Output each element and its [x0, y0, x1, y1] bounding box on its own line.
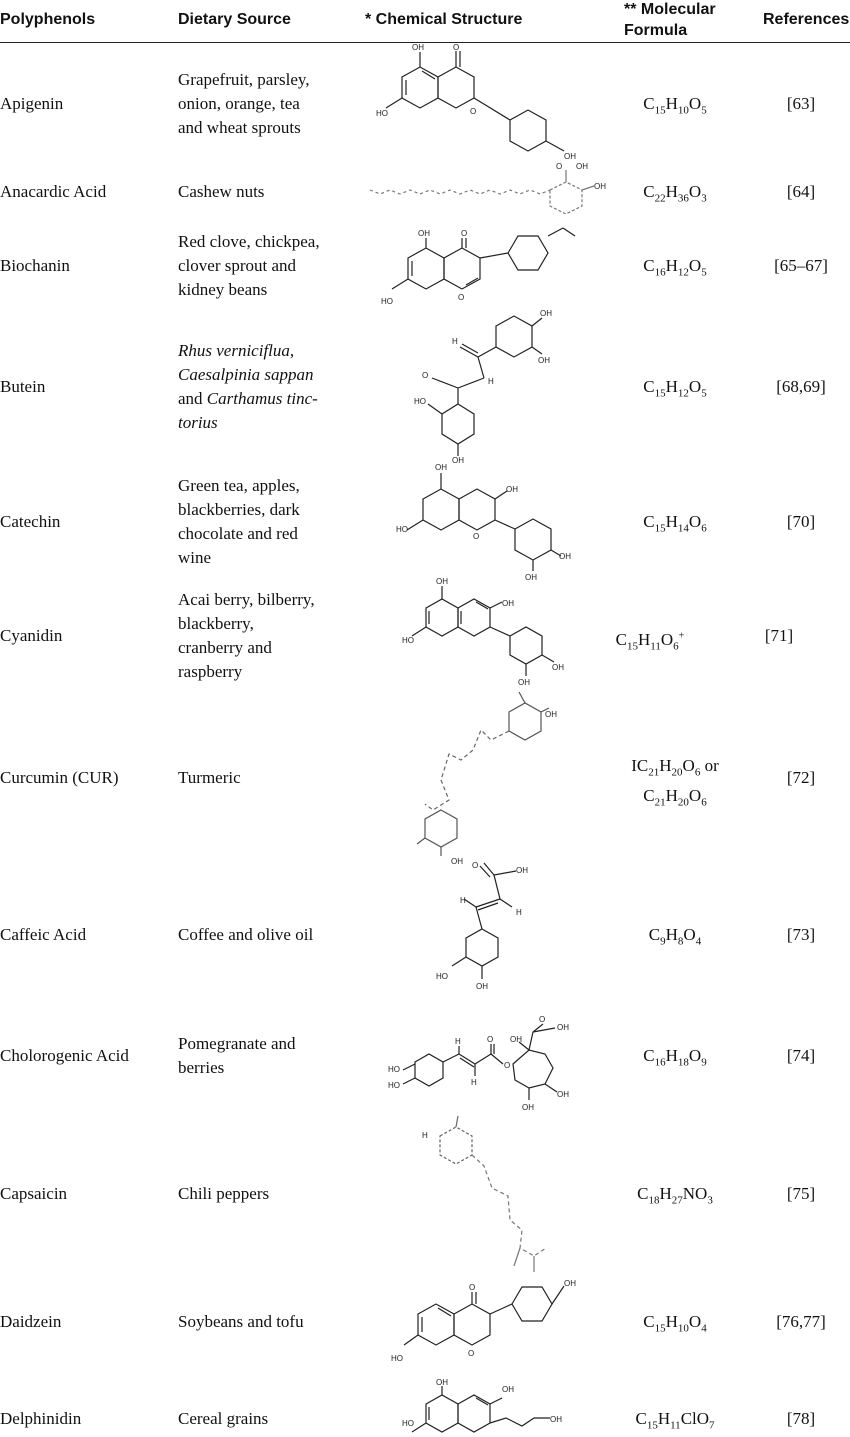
atom-label: OH — [522, 1103, 534, 1112]
atom-label: O — [458, 293, 465, 302]
compound-name: Cholorogenic Acid — [0, 1046, 129, 1065]
reference: [70] — [786, 512, 816, 531]
dietary-source — [178, 474, 356, 570]
dietary-source — [178, 339, 356, 435]
cyanidin-structure — [402, 576, 587, 688]
compound-name: Caffeic Acid — [0, 925, 87, 944]
atom-label: OH — [502, 1385, 514, 1394]
atom-label: H — [516, 908, 522, 917]
source-line: wine — [178, 548, 212, 567]
formula-text: $C_{15}H_{10}O_5$ — [643, 94, 707, 117]
compound-name: Butein — [0, 377, 46, 396]
atom-label: OH — [576, 162, 588, 171]
dietary-source — [178, 1182, 356, 1206]
atom-label: O — [470, 107, 477, 116]
source-line: kidney beans — [178, 280, 268, 299]
formula-text: $C_{21}H_{20}O_6$ — [643, 786, 707, 809]
formula-text: $C_{15}H_{10}O_4$ — [643, 1312, 707, 1335]
source-line: onion, orange, tea — [178, 94, 300, 113]
atom-label: OH — [518, 678, 530, 687]
formula-text: $C_{16}H_{18}O_9$ — [643, 1046, 707, 1069]
atom-label: OH — [435, 463, 447, 472]
atom-label: O — [468, 1349, 475, 1358]
molecular-formula — [600, 1182, 750, 1212]
atom-label: OH — [418, 229, 430, 238]
atom-label: O — [472, 861, 479, 870]
source-line — [178, 339, 356, 363]
source-line: Red clove, chickpea, — [178, 232, 320, 251]
reference: [65–67] — [774, 256, 828, 275]
atom-label: OH — [525, 573, 537, 582]
compound-name: Capsaicin — [0, 1184, 68, 1203]
compound-name: Cyanidin — [0, 626, 63, 645]
atom-label: OH — [452, 456, 464, 465]
atom-label: OH — [545, 710, 557, 719]
atom-label: OH — [557, 1090, 569, 1099]
source-line — [178, 363, 356, 387]
curcumin-structure — [415, 688, 565, 866]
formula-text: $C_{15}H_{11}O_6^+$ — [615, 629, 685, 653]
atom-label: H — [488, 377, 494, 386]
apigenin-structure — [372, 42, 597, 167]
molecular-formula — [600, 923, 750, 953]
atom-label: O — [469, 1283, 476, 1292]
atom-label: OH — [412, 43, 424, 52]
atom-label: H — [455, 1037, 461, 1046]
reference: [64] — [786, 182, 816, 201]
source-italic: Rhus verniciflua, — [178, 341, 295, 360]
atom-label: HO — [388, 1081, 400, 1090]
atom-label: H — [452, 337, 458, 346]
chlorogenic-acid-structure — [385, 1002, 585, 1114]
atom-label: HO — [391, 1354, 403, 1363]
atom-label: O — [504, 1061, 511, 1070]
butein-structure — [412, 306, 562, 464]
dietary-source — [178, 766, 356, 790]
source-line: Cereal grains — [178, 1409, 269, 1428]
formula-text: $C_9H_8O_4$ — [648, 925, 702, 948]
atom-label: O — [556, 162, 563, 171]
source-line: and wheat sprouts — [178, 118, 301, 137]
reference: [78] — [786, 1409, 816, 1428]
atom-label: OH — [510, 1035, 522, 1044]
source-line — [178, 387, 356, 411]
atom-label: HO — [376, 109, 388, 118]
atom-label: H — [471, 1078, 477, 1087]
atom-label: HO — [388, 1065, 400, 1074]
reference: [68,69] — [776, 377, 826, 396]
molecular-formula — [600, 1044, 750, 1074]
reference: [75] — [786, 1184, 816, 1203]
atom-label: HO — [402, 636, 414, 645]
source-line: Cashew nuts — [178, 182, 265, 201]
source-italic: Caesalpinia sappan — [178, 365, 314, 384]
dietary-source — [178, 1407, 356, 1431]
atom-label: HO — [402, 1419, 414, 1428]
atom-label: OH — [559, 552, 571, 561]
source-line: Pomegranate and — [178, 1034, 296, 1053]
daidzein-structure — [388, 1278, 588, 1368]
atom-label: OH — [594, 182, 606, 191]
atom-label: OH — [476, 982, 488, 991]
source-line: Grapefruit, parsley, — [178, 70, 310, 89]
atom-label: OH — [540, 309, 552, 318]
atom-label: OH — [436, 1378, 448, 1387]
source-line: chocolate and red — [178, 524, 298, 543]
atom-label: HO — [436, 972, 448, 981]
reference: [74] — [786, 1046, 816, 1065]
anacardic-acid-structure — [368, 160, 608, 218]
reference: [63] — [786, 94, 816, 113]
molecular-formula — [600, 375, 750, 405]
atom-label: H — [460, 896, 466, 905]
formula-text: $IC_{21}H_{20}O_6$ or — [631, 756, 719, 779]
header-dietary-source: Dietary Source — [178, 11, 291, 28]
formula-text: $C_{15}H_{14}O_6$ — [643, 512, 707, 535]
formula-text: $C_{15}H_{12}O_5$ — [643, 377, 707, 400]
atom-label: OH — [502, 599, 514, 608]
dietary-source — [178, 1310, 356, 1334]
dietary-source — [178, 180, 356, 204]
source-line: blackberries, dark — [178, 500, 300, 519]
atom-label: OH — [451, 857, 463, 866]
reference: [72] — [786, 768, 816, 787]
dietary-source — [178, 588, 356, 684]
molecular-formula — [600, 754, 750, 815]
reference: [71] — [764, 626, 794, 645]
source-line: Coffee and olive oil — [178, 925, 314, 944]
compound-name: Curcumin (CUR) — [0, 768, 119, 787]
source-italic: torius — [178, 413, 218, 432]
atom-label: OH — [552, 663, 564, 672]
source-line: blackberry, — [178, 614, 254, 633]
header-formula-line2: Formula — [624, 22, 688, 39]
source-line: Green tea, apples, — [178, 476, 300, 495]
molecular-formula — [600, 254, 750, 284]
delphinidin-structure — [402, 1378, 582, 1429]
source-line: Chili peppers — [178, 1184, 270, 1203]
atom-label: H — [422, 1131, 428, 1140]
atom-label: OH — [516, 866, 528, 875]
source-line: Turmeric — [178, 768, 241, 787]
atom-label: OH — [538, 356, 550, 365]
atom-label: O — [473, 532, 480, 541]
compound-name: Anacardic Acid — [0, 182, 107, 201]
source-line — [178, 411, 356, 435]
atom-label: HO — [381, 297, 393, 306]
compound-name: Biochanin — [0, 256, 70, 275]
source-line: raspberry — [178, 662, 243, 681]
table-header — [0, 0, 850, 42]
molecular-formula — [600, 92, 750, 122]
reference: [76,77] — [776, 1312, 826, 1331]
compound-name: Delphinidin — [0, 1409, 82, 1428]
header-formula-line1: ** Molecular — [624, 1, 716, 18]
source-mixed: and Carthamus tinc- — [178, 389, 318, 408]
atom-label: O — [453, 43, 460, 52]
source-line: cranberry and — [178, 638, 272, 657]
compound-name: Apigenin — [0, 94, 64, 113]
atom-label: O — [539, 1015, 546, 1024]
compound-name: Daidzein — [0, 1312, 62, 1331]
atom-label: O — [422, 371, 429, 380]
molecular-formula — [600, 510, 750, 540]
dietary-source — [178, 1032, 356, 1080]
atom-label: OH — [436, 577, 448, 586]
atom-label: O — [461, 229, 468, 238]
molecular-formula — [600, 180, 750, 210]
header-references: References — [763, 11, 850, 28]
atom-label: O — [487, 1035, 494, 1044]
atom-label: OH — [564, 152, 576, 161]
formula-text: $C_{18}H_{27}NO_3$ — [637, 1184, 713, 1207]
biochanin-structure — [378, 228, 603, 314]
compound-name: Catechin — [0, 512, 61, 531]
atom-label: OH — [557, 1023, 569, 1032]
molecular-formula — [600, 1310, 750, 1340]
capsaicin-structure — [422, 1108, 552, 1278]
source-line: Soybeans and tofu — [178, 1312, 304, 1331]
dietary-source — [178, 230, 356, 302]
formula-text: $C_{22}H_{36}O_3$ — [643, 182, 707, 205]
atom-label: HO — [414, 397, 426, 406]
source-line: berries — [178, 1058, 225, 1077]
source-line: clover sprout and — [178, 256, 297, 275]
atom-label: HO — [396, 525, 408, 534]
molecular-formula — [575, 624, 725, 658]
header-chemical-structure: * Chemical Structure — [365, 11, 523, 28]
atom-label: OH — [564, 1279, 576, 1288]
atom-label: OH — [506, 485, 518, 494]
source-line: Acai berry, bilberry, — [178, 590, 315, 609]
header-polyphenols: Polyphenols — [0, 11, 96, 28]
atom-label: OH — [550, 1415, 562, 1424]
formula-text: $C_{16}H_{12}O_5$ — [643, 256, 707, 279]
dietary-source — [178, 923, 356, 947]
formula-text: $C_{15}H_{11}ClO_7$ — [635, 1409, 715, 1432]
molecular-formula — [600, 1407, 750, 1437]
catechin-structure — [393, 459, 578, 585]
reference: [73] — [786, 925, 816, 944]
caffeic-acid-structure — [432, 863, 562, 1005]
dietary-source — [178, 68, 356, 140]
